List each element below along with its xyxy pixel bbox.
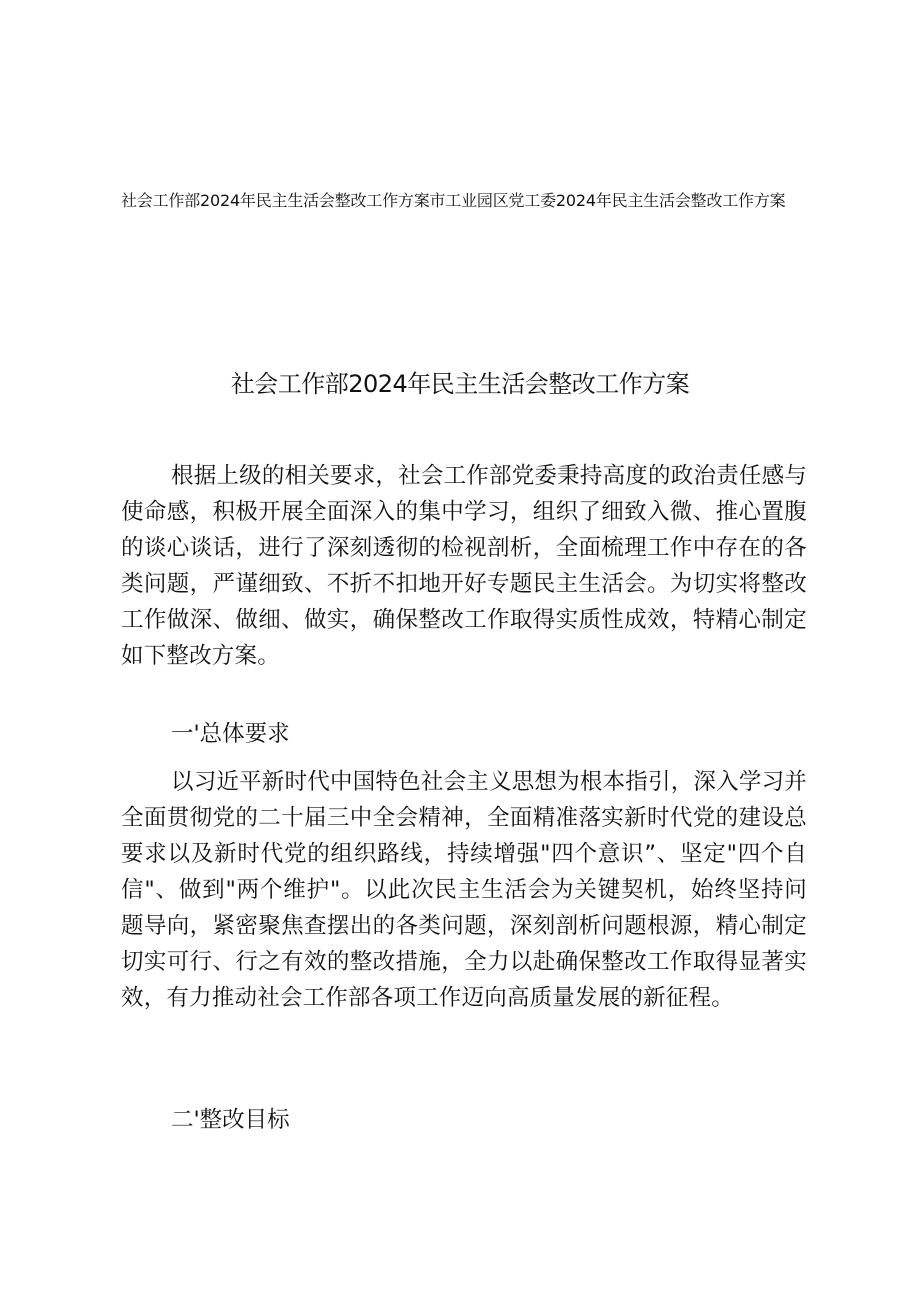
general-requirements-paragraph: 以习近平新时代中国特色社会主义思想为根本指引，深入学习并全面贯彻党的二十届三中全会精神，全面精准落实新时代党的建设总要求以及新时代党的组织路线，持续增强"四个意识”、坚定"四个自信"、做到"两个维护"。以此次民主生活会为关键契机，始终坚持问题导向，紧密聚焦查摆出的各类问题，深刻剖析问题根源，精心制定切实可行、行之有效的整改措施，全力以赴确保整改工作取得显著实效，有力推动社会工作部各项工作迈向高质量发展的新征程。 xyxy=(121,769,807,1011)
section-heading-general-requirements: 一'总体要求 xyxy=(171,721,290,747)
intro-paragraph: 根据上级的相关要求，社会工作部党委秉持高度的政治责任感与使命感，积极开展全面深入的集中学习，组织了细致入微、推心置腹的谈心谈话，进行了深刻透彻的检视剖析，全面梳理工作中存在的各类问题，严谨细致、不折不扣地开好专题民主生活会。为切实将整改工作做深、做细、做实，确保整改工作取得实质性成效，特精心制定如下整改方案。 xyxy=(121,463,807,669)
header-title: 社会工作部2024年民主生活会整改工作方案市工业园区党工委2024年民主生活会整改工作方案 xyxy=(121,191,786,210)
section-heading-rectification-goals: 二'整改目标 xyxy=(171,1107,290,1133)
document-title: 社会工作部2024年民主生活会整改工作方案 xyxy=(230,370,690,398)
